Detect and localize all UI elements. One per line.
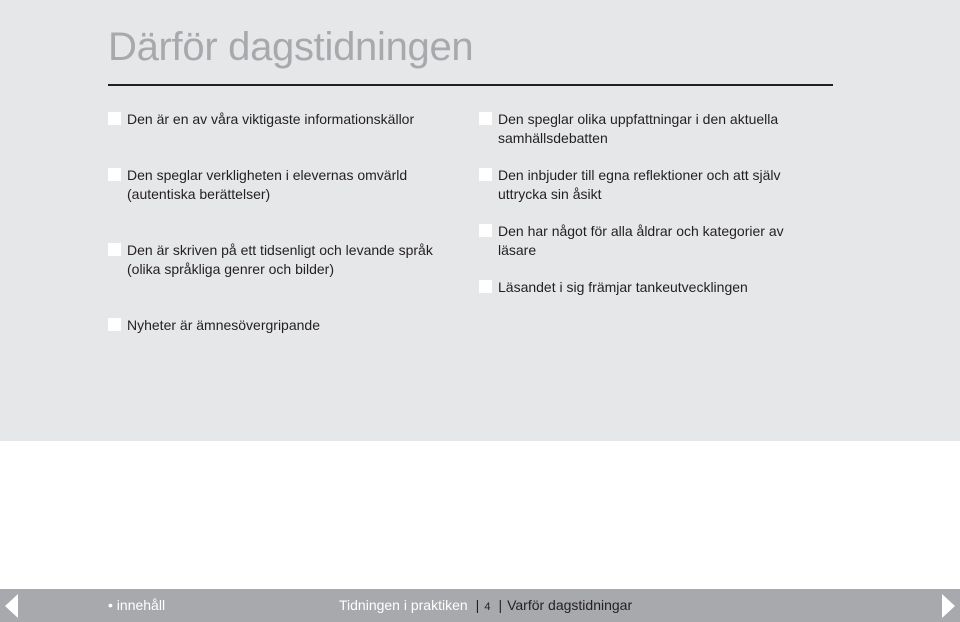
bullet-text: Läsandet i sig främjar tankeutvecklingen [498, 279, 748, 295]
breadcrumb-current: Varför dagstidningar [507, 597, 633, 613]
bullet-item [479, 110, 778, 148]
bullet-text: Den speglar olika uppfattningar i den aktuella samhällsdebatten [498, 111, 779, 146]
page-title: Därför dagstidningen [108, 25, 474, 69]
bullet-text: Den är en av våra viktigaste informationskällor [127, 111, 415, 127]
bullet-text: Den är skriven på ett tidsenligt och levande språk (olika språkliga genrer och bilder) [127, 242, 433, 277]
bullet-item [108, 166, 407, 204]
bullet-item [108, 241, 433, 279]
bullet-item [108, 316, 320, 335]
bullet-box-icon [479, 168, 492, 181]
bullet-box-icon [108, 168, 121, 181]
title-divider [108, 84, 833, 86]
bullet-item [108, 110, 414, 129]
bullet-box-icon [108, 243, 121, 256]
footer-bar [0, 589, 960, 622]
bullet-text: Nyheter är ämnesövergripande [127, 317, 320, 333]
bullet-item [479, 166, 781, 204]
bullet-text: Den inbjuder till egna reflektioner och att själv uttrycka sin åsikt [498, 167, 781, 202]
contents-link[interactable]: • innehåll [108, 597, 166, 613]
bullet-box-icon [479, 224, 492, 237]
bullet-item [479, 278, 748, 297]
breadcrumb-separator: | [498, 597, 503, 613]
previous-page-arrow-icon[interactable] [5, 594, 18, 618]
bullet-box-icon [108, 318, 121, 331]
breadcrumb-separator: | [475, 597, 480, 613]
bullet-text: Den har något för alla åldrar och kategorier av läsare [498, 223, 784, 258]
next-page-arrow-icon[interactable] [942, 594, 955, 618]
breadcrumb [339, 597, 632, 613]
breadcrumb-section[interactable]: Tidningen i praktiken [339, 597, 468, 613]
bullet-text: Den speglar verkligheten i elevernas omvärld (autentiska berättelser) [127, 167, 408, 202]
page-number: 4 [484, 601, 491, 613]
bullet-box-icon [479, 280, 492, 293]
bullet-item [479, 222, 784, 260]
bullet-box-icon [479, 112, 492, 125]
bullet-box-icon [108, 112, 121, 125]
